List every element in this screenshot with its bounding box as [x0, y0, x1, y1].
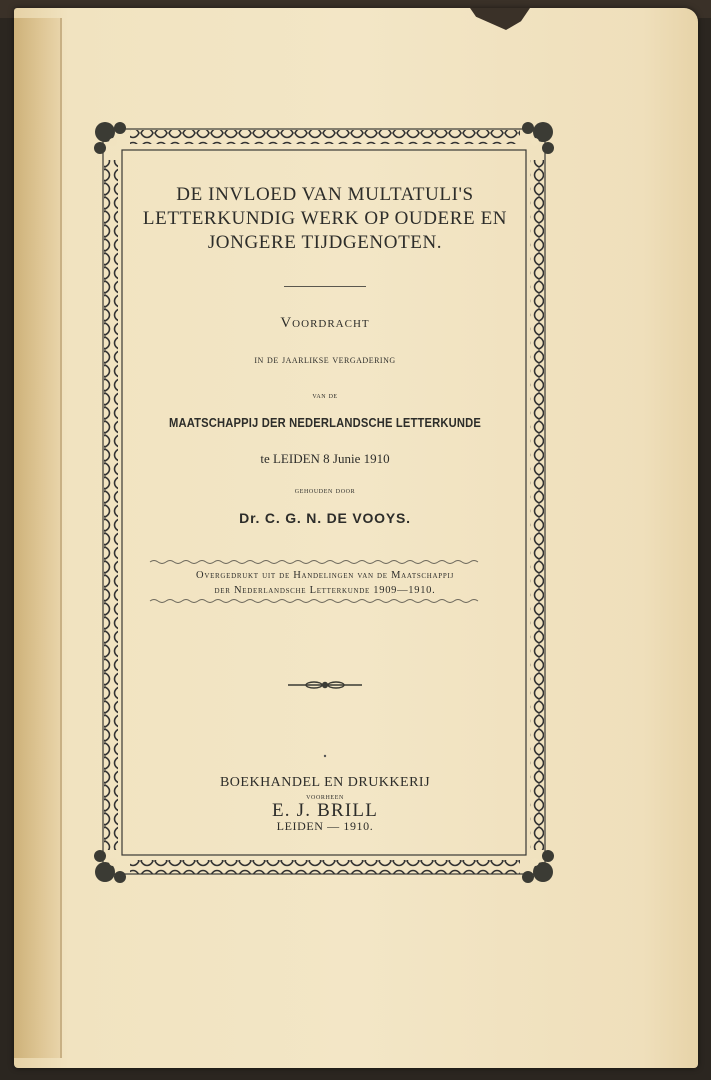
venue-date: te LEIDEN 8 Junie 1910	[260, 451, 390, 466]
title-rule	[284, 286, 366, 287]
frame-inner-line	[122, 150, 526, 855]
reprint-line-2: der Nederlandsche Letterkunde 1909—1910.	[214, 585, 436, 596]
corner-flourish-top-left	[94, 122, 126, 154]
title-line-2: LETTERKUNDIG WERK OP OUDERE EN	[142, 208, 508, 229]
voordracht-label: Voordracht	[280, 315, 370, 331]
wavy-rule-bottom	[150, 600, 478, 603]
corner-flourish-top-right	[522, 122, 554, 154]
author-name: Dr. C. G. N. DE VOOYS.	[239, 510, 411, 526]
jaarlikse-vergadering: in de jaarlikse vergadering	[254, 354, 396, 366]
title-line-3: JONGERE TIJDGENOTEN.	[207, 232, 443, 253]
voorheen-label: VOORHEEN	[306, 795, 344, 801]
frame-chain-bottom	[130, 860, 520, 874]
wavy-rule-top	[150, 561, 478, 564]
frame-chain-right	[530, 160, 544, 850]
corner-flourish-bottom-left	[94, 850, 126, 883]
society-name: MAATSCHAPPIJ DER NEDERLANDSCHE LETTERKUNDE	[168, 415, 481, 430]
frame-chain-top	[130, 130, 520, 144]
center-ornament	[288, 682, 362, 688]
reprint-note	[120, 568, 530, 598]
publisher-name: E. J. BRILL	[271, 800, 379, 821]
cover-title	[120, 183, 530, 255]
title-line-1: DE INVLOED VAN MULTATULI'S	[176, 184, 474, 205]
place-year: LEIDEN — 1910.	[276, 819, 374, 833]
corner-flourish-bottom-right	[522, 850, 554, 883]
dot-mark	[324, 755, 326, 757]
publisher-line: BOEKHANDEL EN DRUKKERIJ	[219, 775, 431, 790]
gehouden-door: gehouden door	[294, 485, 356, 495]
frame-chain-left	[104, 160, 118, 850]
reprint-line-1: Overgedrukt uit de Handelingen van de Maatschappij	[196, 570, 454, 581]
van-de-label: van de	[312, 391, 338, 400]
